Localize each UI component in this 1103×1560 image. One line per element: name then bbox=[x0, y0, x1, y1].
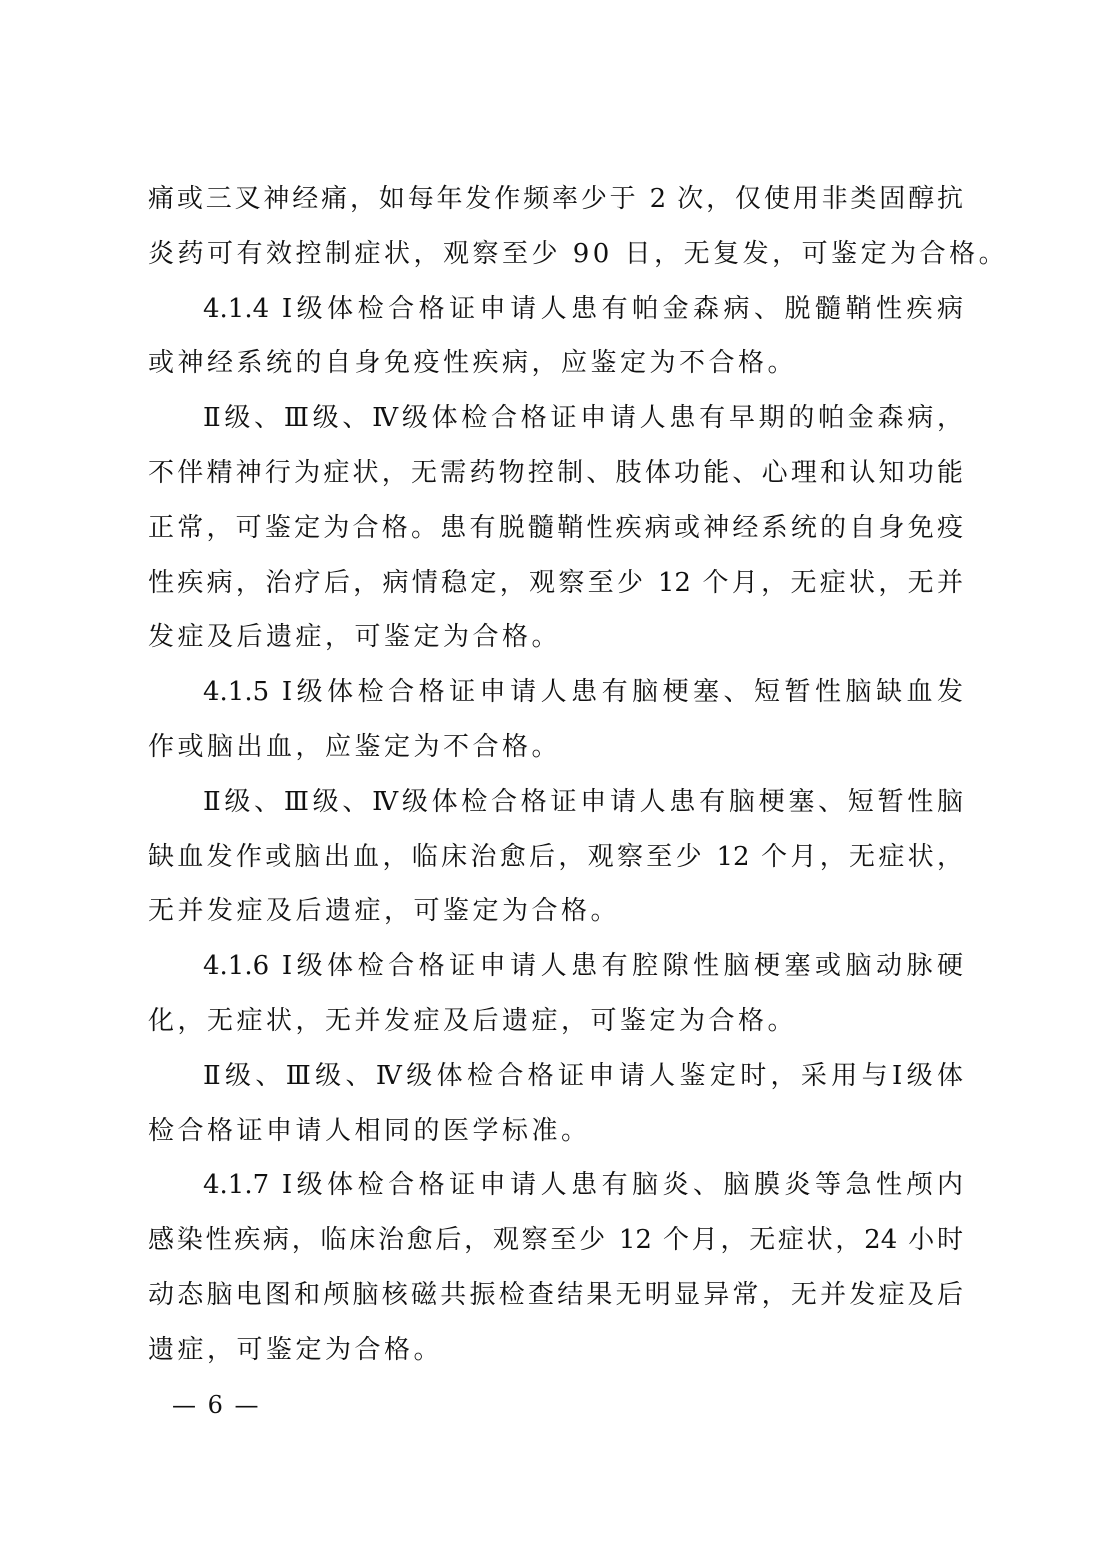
clause-heading-4-1-4: 4.1.4 Ⅰ级体检合格证申请人患有帕金森病、脱髓鞘性疾病 bbox=[203, 293, 963, 324]
text-line: 遗症，可鉴定为合格。 bbox=[148, 1334, 444, 1365]
text-line: 检合格证申请人相同的医学标准。 bbox=[148, 1115, 591, 1146]
clause-heading-4-1-7: 4.1.7 Ⅰ级体检合格证申请人患有脑炎、脑膜炎等急性颅内 bbox=[203, 1170, 963, 1201]
body-text bbox=[148, 172, 1009, 1378]
text-line: 缺血发作或脑出血，临床治愈后，观察至少 12 个月，无症状， bbox=[148, 841, 963, 872]
text-line: 炎药可有效控制症状，观察至少 90 日，无复发，可鉴定为合格。 bbox=[148, 238, 1009, 269]
text-line: 无并发症及后遗症，可鉴定为合格。 bbox=[148, 896, 621, 927]
text-line: 化，无症状，无并发症及后遗症，可鉴定为合格。 bbox=[148, 1005, 798, 1036]
text-line: 正常，可鉴定为合格。患有脱髓鞘性疾病或神经系统的自身免疫 bbox=[148, 512, 963, 543]
clause-heading-4-1-6: 4.1.6 Ⅰ级体检合格证申请人患有腔隙性脑梗塞或脑动脉硬 bbox=[203, 951, 963, 982]
text-line: 作或脑出血，应鉴定为不合格。 bbox=[148, 731, 562, 762]
text-line: Ⅱ级、Ⅲ级、Ⅳ级体检合格证申请人鉴定时，采用与Ⅰ级体 bbox=[203, 1060, 963, 1091]
text-line: 感染性疾病，临床治愈后，观察至少 12 个月，无症状，24 小时 bbox=[148, 1225, 963, 1256]
text-line: 性疾病，治疗后，病情稳定，观察至少 12 个月，无症状，无并 bbox=[148, 567, 963, 598]
clause-heading-4-1-5: 4.1.5 Ⅰ级体检合格证申请人患有脑梗塞、短暂性脑缺血发 bbox=[203, 677, 963, 708]
text-line: 痛或三叉神经痛，如每年发作频率少于 2 次，仅使用非类固醇抗 bbox=[148, 184, 963, 214]
text-line: 动态脑电图和颅脑核磁共振检查结果无明显异常，无并发症及后 bbox=[148, 1279, 963, 1310]
page-number: — 6 — bbox=[172, 1391, 261, 1419]
text-line: 发症及后遗症，可鉴定为合格。 bbox=[148, 622, 562, 653]
text-line: Ⅱ级、Ⅲ级、Ⅳ级体检合格证申请人患有脑梗塞、短暂性脑 bbox=[203, 786, 963, 817]
text-line: Ⅱ级、Ⅲ级、Ⅳ级体检合格证申请人患有早期的帕金森病， bbox=[203, 403, 963, 434]
text-line: 或神经系统的自身免疫性疾病，应鉴定为不合格。 bbox=[148, 348, 798, 379]
text-line: 不伴精神行为症状，无需药物控制、肢体功能、心理和认知功能 bbox=[148, 457, 963, 488]
